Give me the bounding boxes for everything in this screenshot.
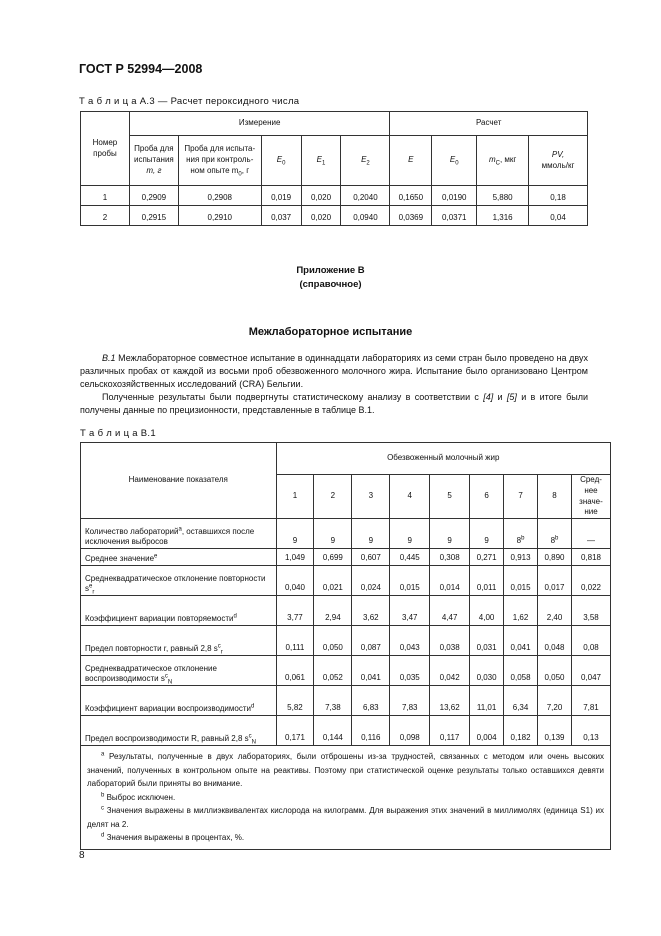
table-cell: 0,052 <box>314 656 352 686</box>
table-cell: 6,83 <box>352 686 390 716</box>
appendix-label: Приложение В <box>296 265 365 276</box>
header-group-measure: Измерение <box>129 112 389 136</box>
row-label: Коэффициент вариации воспроизводимости$^d$ <box>81 686 277 716</box>
table-cell: 0,699 <box>314 549 352 566</box>
table-cell: 0,890 <box>538 549 572 566</box>
table-cell: 5,82 <box>276 686 314 716</box>
table-cell: 0,111 <box>276 626 314 656</box>
note-d: $^d$ Значения выражены в процентах, %. <box>101 832 245 843</box>
table-row <box>81 549 611 566</box>
table-row <box>81 626 611 656</box>
table-cell: 2,94 <box>314 596 352 626</box>
table-cell: 7,81 <box>571 686 610 716</box>
header-mean: Сред-нее значе-ние <box>571 475 610 519</box>
table-cell: 0,040 <box>276 566 314 596</box>
appendix-title <box>0 264 661 292</box>
table-cell: 0,445 <box>390 549 430 566</box>
header-group-fat: Обезвоженный молочный жир <box>276 443 611 475</box>
table-cell: 0,050 <box>314 626 352 656</box>
table-cell: 3,58 <box>571 596 610 626</box>
table-cell: 0,08 <box>571 626 610 656</box>
row-label: Предел повторности r, равный 2,8 $s^c_r$ <box>81 626 277 656</box>
header-e1: $E_1$ <box>301 136 341 186</box>
table-cell: 0,058 <box>504 656 538 686</box>
table-notes <box>81 746 611 850</box>
header-e: E <box>390 136 432 186</box>
table-cell: 0,022 <box>571 566 610 596</box>
section-title: Межлабораторное испытание <box>248 326 413 338</box>
table-cell: 11,01 <box>470 686 504 716</box>
table-cell: 0,024 <box>352 566 390 596</box>
table-cell: 4,47 <box>430 596 470 626</box>
appendix-subtitle: (справочное) <box>299 278 362 290</box>
row-label: Среднее значение$^e$ <box>81 549 277 566</box>
table-cell: 0,015 <box>390 566 430 596</box>
header-mc: $m_C$, мкг <box>477 136 529 186</box>
table-row <box>81 566 611 596</box>
header-col: 2 <box>314 475 352 519</box>
table-cell: 8$^b$ <box>538 519 572 549</box>
note-c: $^c$ Значения выражены в миллиэквивалентах кислорода на килограмм. Для выражения этих значений в миллимолях (единица S1) их делят на 2. <box>87 805 604 829</box>
header-e2: $E_2$ <box>341 136 390 186</box>
table-cell: 9 <box>470 519 504 549</box>
header-col: 5 <box>430 475 470 519</box>
table-cell: 2,40 <box>538 596 572 626</box>
table-cell: 0,116 <box>352 716 390 746</box>
table-cell: 13,62 <box>430 686 470 716</box>
header-control-mass: Проба для испыта-ния при контроль- ном опыте $m_0$, г <box>178 136 261 186</box>
table-cell: 0,087 <box>352 626 390 656</box>
row-label: Количество лабораторий$^a$, оставшихся после исключения выбросов <box>81 519 277 549</box>
table-cell: 0,042 <box>430 656 470 686</box>
header-col: 8 <box>538 475 572 519</box>
table-row <box>81 656 611 686</box>
table-cell: 0,021 <box>314 566 352 596</box>
table-cell: 0,047 <box>571 656 610 686</box>
row-label: Среднеквадратическое отклонение повторности $s^e_r$ <box>81 566 277 596</box>
header-pv: PV, ммоль/кг <box>529 136 588 186</box>
table-cell: 1,62 <box>504 596 538 626</box>
table-cell: 8$^b$ <box>504 519 538 549</box>
table-cell: 0,043 <box>390 626 430 656</box>
table-cell: 0,030 <box>470 656 504 686</box>
table-cell: 0,144 <box>314 716 352 746</box>
table-cell: 0,913 <box>504 549 538 566</box>
header-col: 7 <box>504 475 538 519</box>
table-cell: 9 <box>314 519 352 549</box>
table-cell: 0,035 <box>390 656 430 686</box>
table-cell: 0,031 <box>470 626 504 656</box>
table-cell: 0,182 <box>504 716 538 746</box>
row-label: Предел воспроизводимости R, равный 2,8 $s^c_N$ <box>81 716 277 746</box>
table-cell: 9 <box>390 519 430 549</box>
page-number: 8 <box>79 850 85 861</box>
paragraph-b1-results: Полученные результаты были подвергнуты статистическому анализу в соответствии с [4] и [5] и в итоге были получены данные по прецизионности, представленные в таблице В.1. <box>80 392 589 415</box>
header-e0: $E_0$ <box>261 136 301 186</box>
note-b: $^b$ Выброс исключен. <box>101 792 176 802</box>
table-a3-caption: Т а б л и ц а А.3 — Расчет пероксидного числа <box>79 96 300 107</box>
table-cell: 0,607 <box>352 549 390 566</box>
note-a: $^a$ Результаты, полученные в двух лабораториях, были отброшены из-за трудностей, связанных с методом или очень высоких значений, полученных в контрольном опыте на реактивы. Поэтому при статистической оценке результаты только оставшихся девяти лабораторий были приняты во внимание. <box>87 751 604 789</box>
table-cell: 0,308 <box>430 549 470 566</box>
table-cell: 0,139 <box>538 716 572 746</box>
header-col: 3 <box>352 475 390 519</box>
table-cell: 9 <box>276 519 314 549</box>
header-col: 1 <box>276 475 314 519</box>
header-group-calc: Расчет <box>390 112 588 136</box>
table-cell: 0,048 <box>538 626 572 656</box>
table-cell: 0,041 <box>352 656 390 686</box>
table-row <box>81 519 611 549</box>
table-row: 1 0,2909 0,2908 0,019 0,020 0,2040 0,1650 0,0190 5,880 0,18 <box>81 186 588 206</box>
table-cell: 0,017 <box>538 566 572 596</box>
table-cell: 0,271 <box>470 549 504 566</box>
header-indicator-name: Наименование показателя <box>81 443 277 519</box>
row-label: Среднеквадратическое отклонение воспроизводимости $s^c_N$ <box>81 656 277 686</box>
table-cell: — <box>571 519 610 549</box>
document-header: ГОСТ Р 52994—2008 <box>79 62 203 76</box>
header-e0-calc: $E_0$ <box>432 136 477 186</box>
table-cell: 0,171 <box>276 716 314 746</box>
table-cell: 0,13 <box>571 716 610 746</box>
table-cell: 0,004 <box>470 716 504 746</box>
table-cell: 3,77 <box>276 596 314 626</box>
table-cell: 0,061 <box>276 656 314 686</box>
table-cell: 0,050 <box>538 656 572 686</box>
table-cell: 0,014 <box>430 566 470 596</box>
header-col: 6 <box>470 475 504 519</box>
table-row: 2 0,2915 0,2910 0,037 0,020 0,0940 0,0369 0,0371 1,316 0,04 <box>81 206 588 226</box>
table-cell: 9 <box>352 519 390 549</box>
table-cell: 7,38 <box>314 686 352 716</box>
table-cell: 7,20 <box>538 686 572 716</box>
table-cell: 4,00 <box>470 596 504 626</box>
header-sample-mass: Проба для испытания m, г <box>129 136 178 186</box>
table-b1 <box>80 442 611 850</box>
table-cell: 0,041 <box>504 626 538 656</box>
table-cell: 3,47 <box>390 596 430 626</box>
table-cell: 0,117 <box>430 716 470 746</box>
table-cell: 1,049 <box>276 549 314 566</box>
table-row <box>81 716 611 746</box>
header-sample-number: Номер пробы <box>81 112 130 186</box>
table-row <box>81 686 611 716</box>
table-a3 <box>80 111 588 226</box>
table-cell: 0,015 <box>504 566 538 596</box>
table-cell: 0,011 <box>470 566 504 596</box>
table-cell: 0,098 <box>390 716 430 746</box>
table-cell: 3,62 <box>352 596 390 626</box>
table-cell: 0,038 <box>430 626 470 656</box>
table-row <box>81 596 611 626</box>
table-cell: 0,818 <box>571 549 610 566</box>
row-label: Коэффициент вариации повторяемости$^d$ <box>81 596 277 626</box>
paragraph-b1: В.1 Межлабораторное совместное испытание в одиннадцати лабораториях из семи стран было проведено на двух различных пробах от каждой из восьми проб обезвоженного молочного жира. Испытание было организовано Центром сельскохозяйственных исследований (CRA) Бельгии. <box>80 353 588 389</box>
table-cell: 6,34 <box>504 686 538 716</box>
header-col: 4 <box>390 475 430 519</box>
table-cell: 7,83 <box>390 686 430 716</box>
table-b1-caption: Т а б л и ц а В.1 <box>80 428 156 439</box>
table-cell: 9 <box>430 519 470 549</box>
